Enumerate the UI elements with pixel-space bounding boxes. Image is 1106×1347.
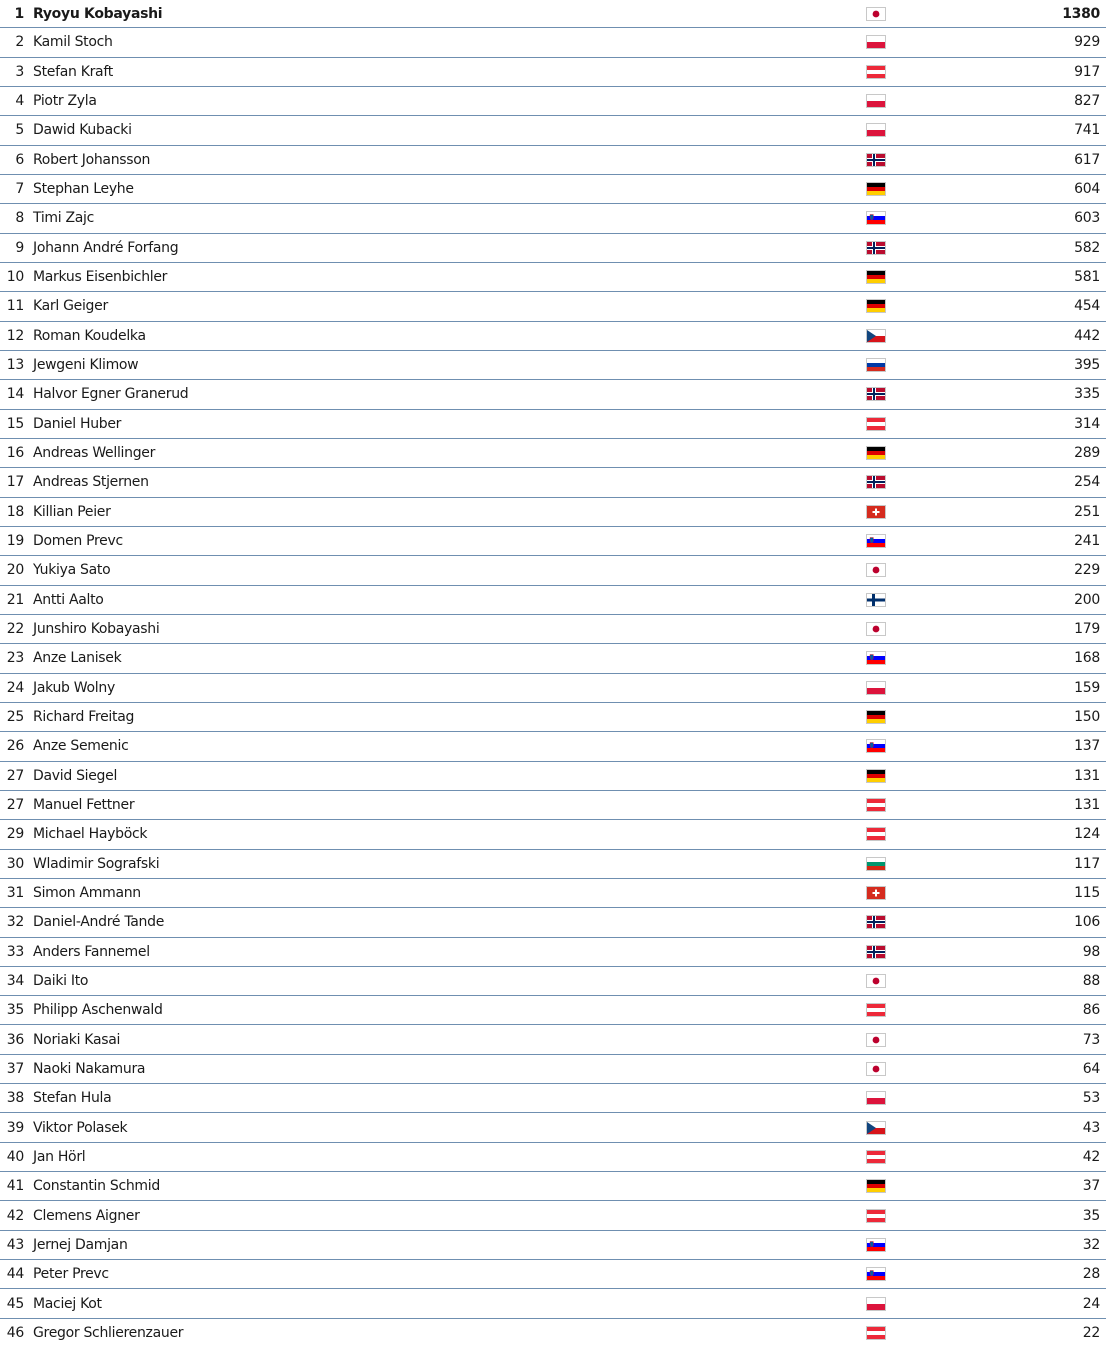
athlete-name: Markus Eisenbichler — [33, 269, 168, 286]
rank: 40 — [6, 1148, 24, 1165]
points: 43 — [1082, 1119, 1100, 1136]
rank: 23 — [6, 650, 24, 667]
standings-row — [0, 762, 1106, 791]
points: 442 — [1074, 327, 1100, 344]
athlete-name: Daniel Huber — [33, 415, 122, 432]
flag-bul-icon — [866, 857, 886, 871]
flag-nor-icon — [866, 915, 886, 929]
standings-row — [0, 996, 1106, 1025]
rank: 10 — [6, 269, 24, 286]
athlete-name: Anze Lanisek — [33, 650, 122, 667]
standings-row — [0, 292, 1106, 321]
standings-row — [0, 380, 1106, 409]
flag-ger-icon — [866, 1179, 886, 1193]
flag-aut-icon — [866, 1209, 886, 1223]
flag-pol-icon — [866, 1091, 886, 1105]
rank: 36 — [6, 1031, 24, 1048]
rank: 22 — [6, 621, 24, 638]
rank: 1 — [14, 5, 24, 22]
standings-row — [0, 351, 1106, 380]
standings-row — [0, 527, 1106, 556]
standings-row — [0, 87, 1106, 116]
points: 581 — [1074, 269, 1100, 286]
athlete-name: Peter Prevc — [33, 1266, 109, 1283]
standings-row — [0, 1260, 1106, 1289]
flag-slo-icon — [866, 211, 886, 225]
rank: 19 — [6, 533, 24, 550]
points: 617 — [1074, 151, 1100, 168]
standings-row — [0, 1055, 1106, 1084]
flag-pol-icon — [866, 681, 886, 695]
rank: 33 — [6, 943, 24, 960]
flag-jpn-icon — [866, 622, 886, 636]
points: 137 — [1074, 738, 1100, 755]
athlete-name: Michael Hayböck — [33, 826, 148, 843]
standings-row — [0, 410, 1106, 439]
points: 53 — [1082, 1090, 1100, 1107]
points: 42 — [1082, 1148, 1100, 1165]
flag-slo-icon — [866, 1238, 886, 1252]
standings-row — [0, 644, 1106, 673]
rank: 9 — [15, 239, 24, 256]
athlete-name: Ryoyu Kobayashi — [33, 5, 163, 22]
flag-ger-icon — [866, 769, 886, 783]
points: 200 — [1074, 591, 1100, 608]
athlete-name: Johann André Forfang — [33, 239, 179, 256]
standings-row — [0, 586, 1106, 615]
rank: 41 — [6, 1178, 24, 1195]
flag-aut-icon — [866, 1326, 886, 1340]
standings-row — [0, 439, 1106, 468]
standings-row — [0, 791, 1106, 820]
standings-row — [0, 175, 1106, 204]
rank: 13 — [6, 357, 24, 374]
standings-row — [0, 28, 1106, 57]
flag-nor-icon — [866, 945, 886, 959]
flag-cze-icon — [866, 329, 886, 343]
rank: 7 — [15, 181, 24, 198]
rank: 39 — [6, 1119, 24, 1136]
points: 241 — [1074, 533, 1100, 550]
standings-row — [0, 468, 1106, 497]
rank: 6 — [15, 151, 24, 168]
athlete-name: Manuel Fettner — [33, 797, 135, 814]
athlete-name: Daniel-André Tande — [33, 914, 165, 931]
rank: 21 — [6, 591, 24, 608]
points: 251 — [1074, 503, 1100, 520]
flag-jpn-icon — [866, 1033, 886, 1047]
flag-aut-icon — [866, 417, 886, 431]
athlete-name: Timi Zajc — [33, 210, 95, 227]
athlete-name: Halvor Egner Granerud — [33, 386, 189, 403]
flag-pol-icon — [866, 35, 886, 49]
points: 603 — [1074, 210, 1100, 227]
athlete-name: Stefan Kraft — [33, 63, 113, 80]
rank: 27 — [6, 797, 24, 814]
flag-fin-icon — [866, 593, 886, 607]
standings-row — [0, 820, 1106, 849]
standings-row — [0, 58, 1106, 87]
points: 131 — [1074, 767, 1100, 784]
athlete-name: Jewgeni Klimow — [33, 357, 139, 374]
athlete-name: Kamil Stoch — [33, 34, 113, 51]
standings-row — [0, 879, 1106, 908]
points: 229 — [1074, 562, 1100, 579]
flag-aut-icon — [866, 827, 886, 841]
points: 131 — [1074, 797, 1100, 814]
rank: 35 — [6, 1002, 24, 1019]
athlete-name: Dawid Kubacki — [33, 122, 132, 139]
standings-row — [0, 1319, 1106, 1347]
standings-row — [0, 1113, 1106, 1142]
standings-row — [0, 1231, 1106, 1260]
points: 35 — [1082, 1207, 1100, 1224]
flag-nor-icon — [866, 153, 886, 167]
points: 254 — [1074, 474, 1100, 491]
standings-row — [0, 703, 1106, 732]
athlete-name: Constantin Schmid — [33, 1178, 160, 1195]
athlete-name: Jan Hörl — [33, 1148, 86, 1165]
athlete-name: Piotr Zyla — [33, 93, 97, 110]
standings-row — [0, 1025, 1106, 1054]
points: 582 — [1074, 239, 1100, 256]
standings-row — [0, 967, 1106, 996]
flag-slo-icon — [866, 1267, 886, 1281]
points: 98 — [1082, 943, 1100, 960]
athlete-name: Viktor Polasek — [33, 1119, 128, 1136]
points: 1380 — [1062, 5, 1100, 22]
athlete-name: Gregor Schlierenzauer — [33, 1324, 184, 1341]
standings-row — [0, 674, 1106, 703]
points: 24 — [1082, 1295, 1100, 1312]
athlete-name: Wladimir Sografski — [33, 855, 160, 872]
points: 22 — [1082, 1324, 1100, 1341]
standings-row — [0, 146, 1106, 175]
rank: 11 — [6, 298, 24, 315]
standings-row — [0, 556, 1106, 585]
flag-aut-icon — [866, 65, 886, 79]
standings-row — [0, 204, 1106, 233]
rank: 18 — [6, 503, 24, 520]
standings-row — [0, 1289, 1106, 1318]
points: 28 — [1082, 1266, 1100, 1283]
standings-row — [0, 1143, 1106, 1172]
standings-row — [0, 615, 1106, 644]
standings-row — [0, 0, 1106, 28]
standings-row — [0, 1172, 1106, 1201]
flag-ger-icon — [866, 710, 886, 724]
flag-jpn-icon — [866, 1062, 886, 1076]
flag-sui-icon — [866, 505, 886, 519]
athlete-name: Yukiya Sato — [33, 562, 111, 579]
points: 917 — [1074, 63, 1100, 80]
points: 124 — [1074, 826, 1100, 843]
athlete-name: Noriaki Kasai — [33, 1031, 121, 1048]
rank: 25 — [6, 709, 24, 726]
athlete-name: Anders Fannemel — [33, 943, 150, 960]
rank: 45 — [6, 1295, 24, 1312]
rank: 12 — [6, 327, 24, 344]
rank: 16 — [6, 445, 24, 462]
athlete-name: David Siegel — [33, 767, 118, 784]
athlete-name: Richard Freitag — [33, 709, 135, 726]
flag-ger-icon — [866, 182, 886, 196]
rank: 38 — [6, 1090, 24, 1107]
rank: 34 — [6, 972, 24, 989]
points: 64 — [1082, 1060, 1100, 1077]
standings-row — [0, 1084, 1106, 1113]
flag-ger-icon — [866, 270, 886, 284]
points: 117 — [1074, 855, 1100, 872]
athlete-name: Junshiro Kobayashi — [33, 621, 160, 638]
athlete-name: Clemens Aigner — [33, 1207, 140, 1224]
points: 88 — [1082, 972, 1100, 989]
athlete-name: Naoki Nakamura — [33, 1060, 146, 1077]
rank: 46 — [6, 1324, 24, 1341]
flag-pol-icon — [866, 123, 886, 137]
points: 929 — [1074, 34, 1100, 51]
points: 395 — [1074, 357, 1100, 374]
flag-nor-icon — [866, 387, 886, 401]
athlete-name: Jakub Wolny — [33, 679, 115, 696]
rank: 31 — [6, 885, 24, 901]
points: 37 — [1082, 1178, 1100, 1195]
rank: 26 — [6, 738, 24, 755]
standings-row — [0, 732, 1106, 761]
rank: 27 — [6, 767, 24, 784]
flag-ger-icon — [866, 446, 886, 460]
standings-row — [0, 850, 1106, 879]
standings-row — [0, 263, 1106, 292]
standings-row — [0, 322, 1106, 351]
points: 168 — [1074, 650, 1100, 667]
flag-rus-icon — [866, 358, 886, 372]
athlete-name: Andreas Stjernen — [33, 474, 149, 491]
flag-slo-icon — [866, 534, 886, 548]
rank: 15 — [6, 415, 24, 432]
athlete-name: Jernej Damjan — [33, 1236, 128, 1253]
flag-slo-icon — [866, 651, 886, 665]
points: 32 — [1082, 1236, 1100, 1253]
points: 314 — [1074, 415, 1100, 432]
points: 335 — [1074, 386, 1100, 403]
flag-jpn-icon — [866, 974, 886, 988]
flag-cze-icon — [866, 1121, 886, 1135]
rank: 42 — [6, 1207, 24, 1224]
athlete-name: Karl Geiger — [33, 298, 108, 315]
athlete-name: Stefan Hula — [33, 1090, 112, 1107]
rank: 37 — [6, 1060, 24, 1077]
athlete-name: Robert Johansson — [33, 151, 151, 168]
rank: 14 — [6, 386, 24, 403]
standings-row — [0, 908, 1106, 937]
points: 115 — [1074, 885, 1100, 901]
points: 827 — [1074, 93, 1100, 110]
athlete-name: Andreas Wellinger — [33, 445, 156, 462]
flag-aut-icon — [866, 798, 886, 812]
athlete-name: Simon Ammann — [33, 885, 141, 901]
flag-aut-icon — [866, 1003, 886, 1017]
rank: 44 — [6, 1266, 24, 1283]
athlete-name: Daiki Ito — [33, 972, 89, 989]
rank: 3 — [15, 63, 24, 80]
flag-sui-icon — [866, 886, 886, 900]
flag-ger-icon — [866, 299, 886, 313]
athlete-name: Killian Peier — [33, 503, 111, 520]
rank: 43 — [6, 1236, 24, 1253]
points: 289 — [1074, 445, 1100, 462]
rank: 5 — [15, 122, 24, 139]
athlete-name: Stephan Leyhe — [33, 181, 134, 198]
points: 159 — [1074, 679, 1100, 696]
points: 454 — [1074, 298, 1100, 315]
rank: 8 — [15, 210, 24, 227]
standings-row — [0, 938, 1106, 967]
standings-row — [0, 234, 1106, 263]
flag-pol-icon — [866, 1297, 886, 1311]
points: 106 — [1074, 914, 1100, 931]
flag-nor-icon — [866, 241, 886, 255]
points: 150 — [1074, 709, 1100, 726]
flag-slo-icon — [866, 739, 886, 753]
points: 179 — [1074, 621, 1100, 638]
athlete-name: Domen Prevc — [33, 533, 123, 550]
points: 604 — [1074, 181, 1100, 198]
standings-row — [0, 498, 1106, 527]
flag-jpn-icon — [866, 7, 886, 21]
rank: 24 — [6, 679, 24, 696]
athlete-name: Maciej Kot — [33, 1295, 102, 1312]
flag-nor-icon — [866, 475, 886, 489]
rank: 4 — [15, 93, 24, 110]
athlete-name: Antti Aalto — [33, 591, 104, 608]
rank: 30 — [6, 855, 24, 872]
rank: 20 — [6, 562, 24, 579]
rank: 32 — [6, 914, 24, 931]
points: 86 — [1082, 1002, 1100, 1019]
rank: 2 — [15, 34, 24, 51]
points: 741 — [1074, 122, 1100, 139]
athlete-name: Anze Semenic — [33, 738, 129, 755]
rank: 17 — [6, 474, 24, 491]
flag-aut-icon — [866, 1150, 886, 1164]
athlete-name: Roman Koudelka — [33, 327, 146, 344]
flag-jpn-icon — [866, 563, 886, 577]
rank: 29 — [6, 826, 24, 843]
flag-pol-icon — [866, 94, 886, 108]
standings-row — [0, 116, 1106, 145]
athlete-name: Philipp Aschenwald — [33, 1002, 163, 1019]
standings-row — [0, 1201, 1106, 1230]
points: 73 — [1082, 1031, 1100, 1048]
